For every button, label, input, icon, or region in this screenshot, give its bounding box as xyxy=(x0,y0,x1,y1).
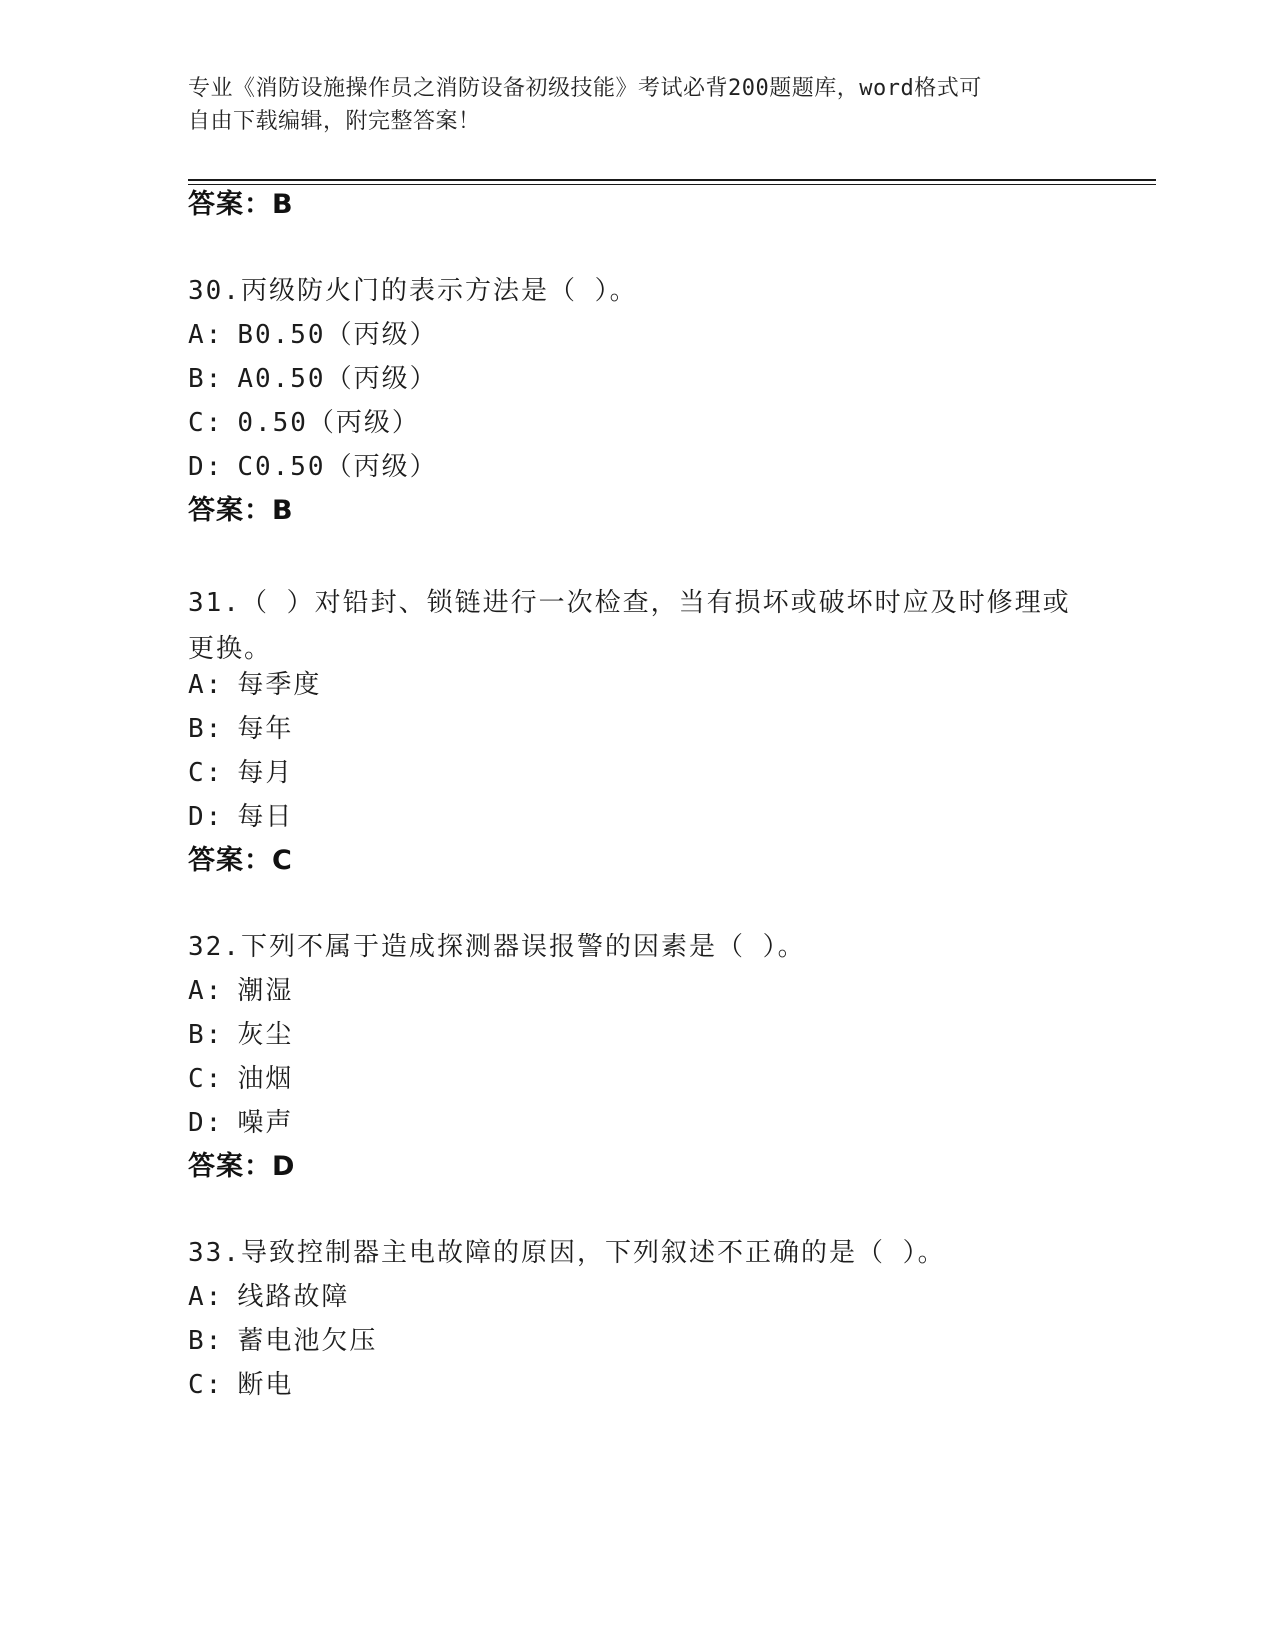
option-label: A: xyxy=(188,670,224,700)
option-text: B0.50（丙级） xyxy=(237,320,438,350)
option-label: D: xyxy=(188,452,224,482)
option-text: 0.50（丙级） xyxy=(237,408,420,438)
question-30-option-a xyxy=(188,318,438,352)
answer-31: 答案：C xyxy=(188,845,293,876)
header-line-2: 自由下载编辑，附完整答案！ xyxy=(188,109,481,134)
question-32-option-d xyxy=(188,1106,293,1140)
option-label: C: xyxy=(188,1370,224,1400)
answer-32: 答案：D xyxy=(188,1151,296,1182)
option-label: B: xyxy=(188,714,224,744)
option-text: 每季度 xyxy=(237,670,322,700)
option-text: C0.50（丙级） xyxy=(237,452,438,482)
header-line-1: 专业《消防设施操作员之消防设备初级技能》考试必背200题题库，word格式可 xyxy=(188,76,982,101)
question-33-stem: 33.导致控制器主电故障的原因，下列叙述不正确的是（ ）。 xyxy=(188,1238,946,1268)
question-31-option-a xyxy=(188,668,321,702)
question-32-stem: 32.下列不属于造成探测器误报警的因素是（ ）。 xyxy=(188,932,806,962)
question-33-option-c xyxy=(188,1368,293,1402)
option-label: C: xyxy=(188,1064,224,1094)
question-31-option-c xyxy=(188,756,293,790)
question-30-option-c xyxy=(188,406,420,440)
option-label: A: xyxy=(188,320,224,350)
option-label: D: xyxy=(188,802,224,832)
option-label: B: xyxy=(188,1020,224,1050)
question-30-option-b xyxy=(188,362,438,396)
option-label: A: xyxy=(188,1282,224,1312)
option-text: 断电 xyxy=(237,1370,294,1400)
option-text: 灰尘 xyxy=(237,1020,294,1050)
option-text: 每年 xyxy=(237,714,294,744)
option-text: 潮湿 xyxy=(237,976,294,1006)
option-label: C: xyxy=(188,408,224,438)
document-header xyxy=(188,72,1068,138)
question-31-stem: 31.（ ）对铅封、锁链进行一次检查，当有损坏或破坏时应及时修理或更换。 xyxy=(188,588,1071,664)
option-text: 蓄电池欠压 xyxy=(237,1326,378,1356)
question-31-option-d xyxy=(188,800,293,834)
option-text: A0.50（丙级） xyxy=(237,364,438,394)
question-33-option-a xyxy=(188,1280,349,1314)
header-divider-top xyxy=(188,179,1156,181)
option-text: 油烟 xyxy=(237,1064,294,1094)
option-text: 线路故障 xyxy=(237,1282,350,1312)
header-divider-bottom xyxy=(188,184,1156,185)
option-label: C: xyxy=(188,758,224,788)
answer-30: 答案：B xyxy=(188,495,294,526)
answer-29: 答案：B xyxy=(188,189,294,220)
option-label: B: xyxy=(188,1326,224,1356)
option-text: 每月 xyxy=(237,758,294,788)
question-30-option-d xyxy=(188,450,438,484)
question-32-option-a xyxy=(188,974,293,1008)
question-32-option-b xyxy=(188,1018,293,1052)
option-label: B: xyxy=(188,364,224,394)
question-30-stem: 30.丙级防火门的表示方法是（ ）。 xyxy=(188,276,638,306)
question-31-option-b xyxy=(188,712,293,746)
question-33-option-b xyxy=(188,1324,377,1358)
option-text: 每日 xyxy=(237,802,294,832)
option-label: A: xyxy=(188,976,224,1006)
question-32-option-c xyxy=(188,1062,293,1096)
option-text: 噪声 xyxy=(237,1108,294,1138)
option-label: D: xyxy=(188,1108,224,1138)
